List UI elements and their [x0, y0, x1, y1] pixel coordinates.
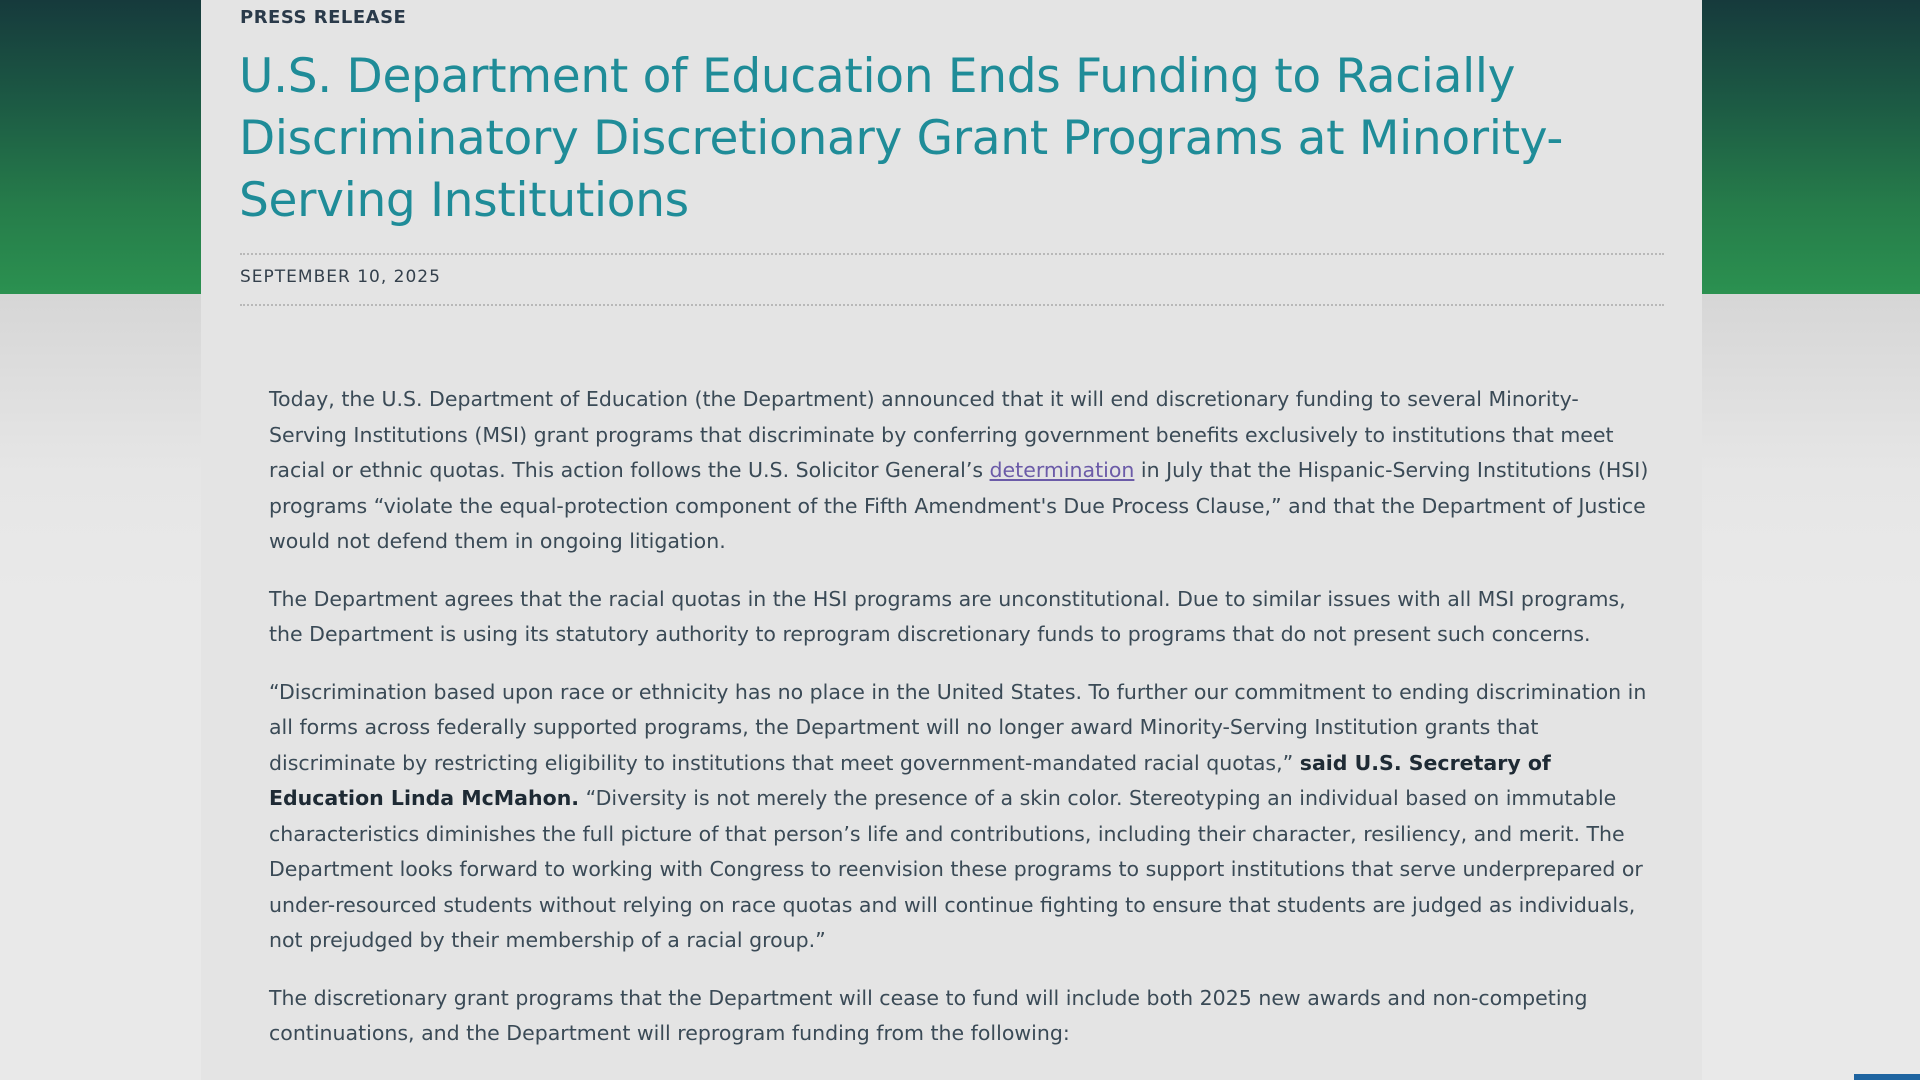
- corner-tab[interactable]: [1854, 1074, 1920, 1080]
- article-title: U.S. Department of Education Ends Funding to Racially Discriminatory Discretionary Grant Programs at Minority-Serving Institutions: [239, 49, 1564, 228]
- paragraph-2: The Department agrees that the racial quotas in the HSI programs are unconstitutional. Due to similar issues with all MSI programs, the Department is using its statutory authority to reprogram discretionary funds to programs that do not present such concerns.: [269, 586, 1626, 646]
- paragraph-4: The discretionary grant programs that the Department will cease to fund will include both 2025 new awards and non-competing continuations, and the Department will reprogram funding from the following:: [269, 985, 1588, 1045]
- date-divider-top: [240, 253, 1664, 255]
- quote-part-1: “Discrimination based upon race or ethnicity has no place in the United States. To further our commitment to ending discrimination in all forms across federally supported programs, the Department will no longer award Minority-Serving Institution grants that discriminate by restricting eligibility to institutions that meet government-mandated racial quotas,”: [269, 679, 1647, 775]
- paragraph-1-text-a: Today, the U.S. Department of Education (the Department) announced that it will end discretionary funding to several Minority-Serving Institutions (MSI) grant programs that discriminate by conferring government benefits exclusively to institutions that meet racial or ethnic quotas. This action follows the U.S. Solicitor General’s: [269, 387, 1614, 482]
- press-release-label: PRESS RELEASE: [240, 7, 407, 28]
- quote-attribution: said U.S. Secretary of Education Linda McMahon.: [269, 750, 1551, 810]
- publish-date: SEPTEMBER 10, 2025: [240, 267, 441, 287]
- paragraph-3: [269, 675, 1654, 959]
- article-body: [269, 382, 1654, 1074]
- quote-part-2: “Diversity is not merely the presence of a skin color. Stereotyping an individual based on immutable characteristics diminishes the full picture of that person’s life and contributions, including their character, resiliency, and merit. The Department looks forward to working with Congress to reenvision these programs to support institutions that serve underprepared or under-resourced students without relying on race quotas and will continue fighting to ensure that students are judged as individuals, not prejudged by their membership of a racial group.”: [269, 786, 1643, 952]
- paragraph-1-text-b: in July that the Hispanic-Serving Institutions (HSI) programs “violate the equal-protection component of the Fifth Amendment's Due Process Clause,” and that the Department of Justice would not defend them in ongoing litigation.: [269, 458, 1649, 553]
- determination-link[interactable]: determination: [989, 458, 1135, 482]
- date-divider-bottom: [240, 304, 1664, 306]
- article-card: [201, 0, 1702, 1080]
- paragraph-1: [269, 382, 1654, 560]
